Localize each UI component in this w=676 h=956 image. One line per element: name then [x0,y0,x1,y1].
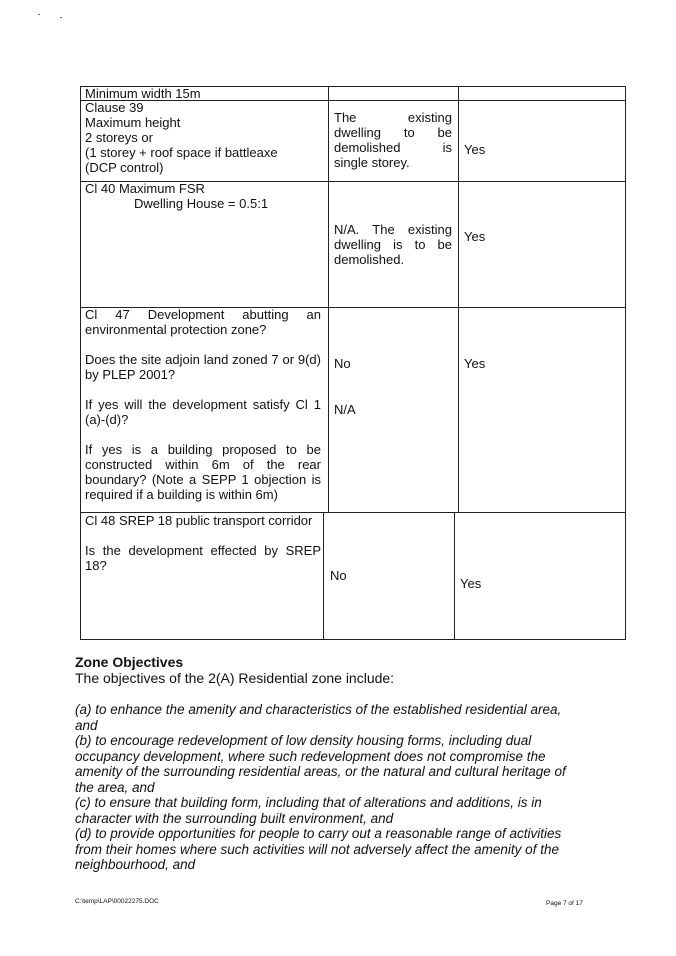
proposal-line: N/A. The existing [334,222,452,237]
control-line: (1 storey + roof space if battleaxe [85,145,278,160]
row-4-complies: Yes [460,576,482,591]
proposal-line: demolished is [334,140,452,155]
zone-objectives-intro: The objectives of the 2(A) Residential zone include: [75,670,395,686]
control-paragraph: Cl 47 Development abutting an environmental protection zone? [85,307,321,337]
control-line: Maximum height [85,115,181,130]
row-1-proposal [334,110,452,170]
row-3-proposal-site: No [334,356,351,371]
objective-item: (a) to enhance the amenity and characteristics of the established residential area, and [75,702,562,733]
proposal-line: dwelling to be [334,125,452,140]
row-2-control [85,181,323,211]
control-line: Cl 40 Maximum FSR [85,181,205,196]
row-1-control [85,100,323,175]
row-3-complies: Yes [464,356,486,371]
proposal-line: The existing [334,110,452,125]
control-paragraph: Does the site adjoin land zoned 7 or 9(d) by PLEP 2001? [85,352,321,382]
objective-item: (b) to encourage redevelopment of low density housing forms, including dual occupancy development, where such redevelopment does not compromise the amenity of the surrounding residential areas, or the natural and cultural heritage of the area, and [75,733,566,795]
control-line: Clause 39 [85,100,144,115]
control-paragraph: If yes will the development satisfy Cl 1 (a)-(d)? [85,397,321,427]
proposal-line: dwelling is to be [334,237,452,252]
proposal-line: demolished. [334,252,405,267]
row-4-control [85,513,321,573]
footer-page-number: Page 7 of 17 [546,900,583,907]
control-paragraph: If yes is a building proposed to be constructed within 6m of the rear boundary? (Note a SEPP 1 objection is required if a building is within 6m) [85,442,321,502]
row-4-proposal: No [330,568,347,583]
control-line: 2 storeys or [85,130,153,145]
footer-file-path: C:\temp\LAP\00022275.DOC [75,898,159,905]
zone-objectives-list [75,702,575,873]
control-line: Minimum width 15m [85,86,201,101]
zone-objectives-heading: Zone Objectives [75,654,184,670]
row-0-control [85,86,323,101]
control-line: Dwelling House = 0.5:1 [134,196,269,211]
objective-item: (d) to provide opportunities for people to carry out a reasonable range of activities from their homes where such activities will not adversely affect the amenity of the neighbourhood, and [75,826,562,872]
row-3-proposal-satisfy: N/A [334,402,356,417]
objective-item: (c) to ensure that building form, including that of alterations and additions, is in character with the surrounding built environment, and [75,795,542,826]
control-line: (DCP control) [85,160,164,175]
row-2-complies: Yes [464,229,486,244]
row-2-proposal [334,222,452,267]
row-1-complies: Yes [464,142,486,157]
control-paragraph: Cl 48 SREP 18 public transport corridor [85,513,313,528]
control-paragraph: Is the development effected by SREP 18? [85,543,321,573]
row-3-control [85,307,321,502]
proposal-line: single storey. [334,155,410,170]
